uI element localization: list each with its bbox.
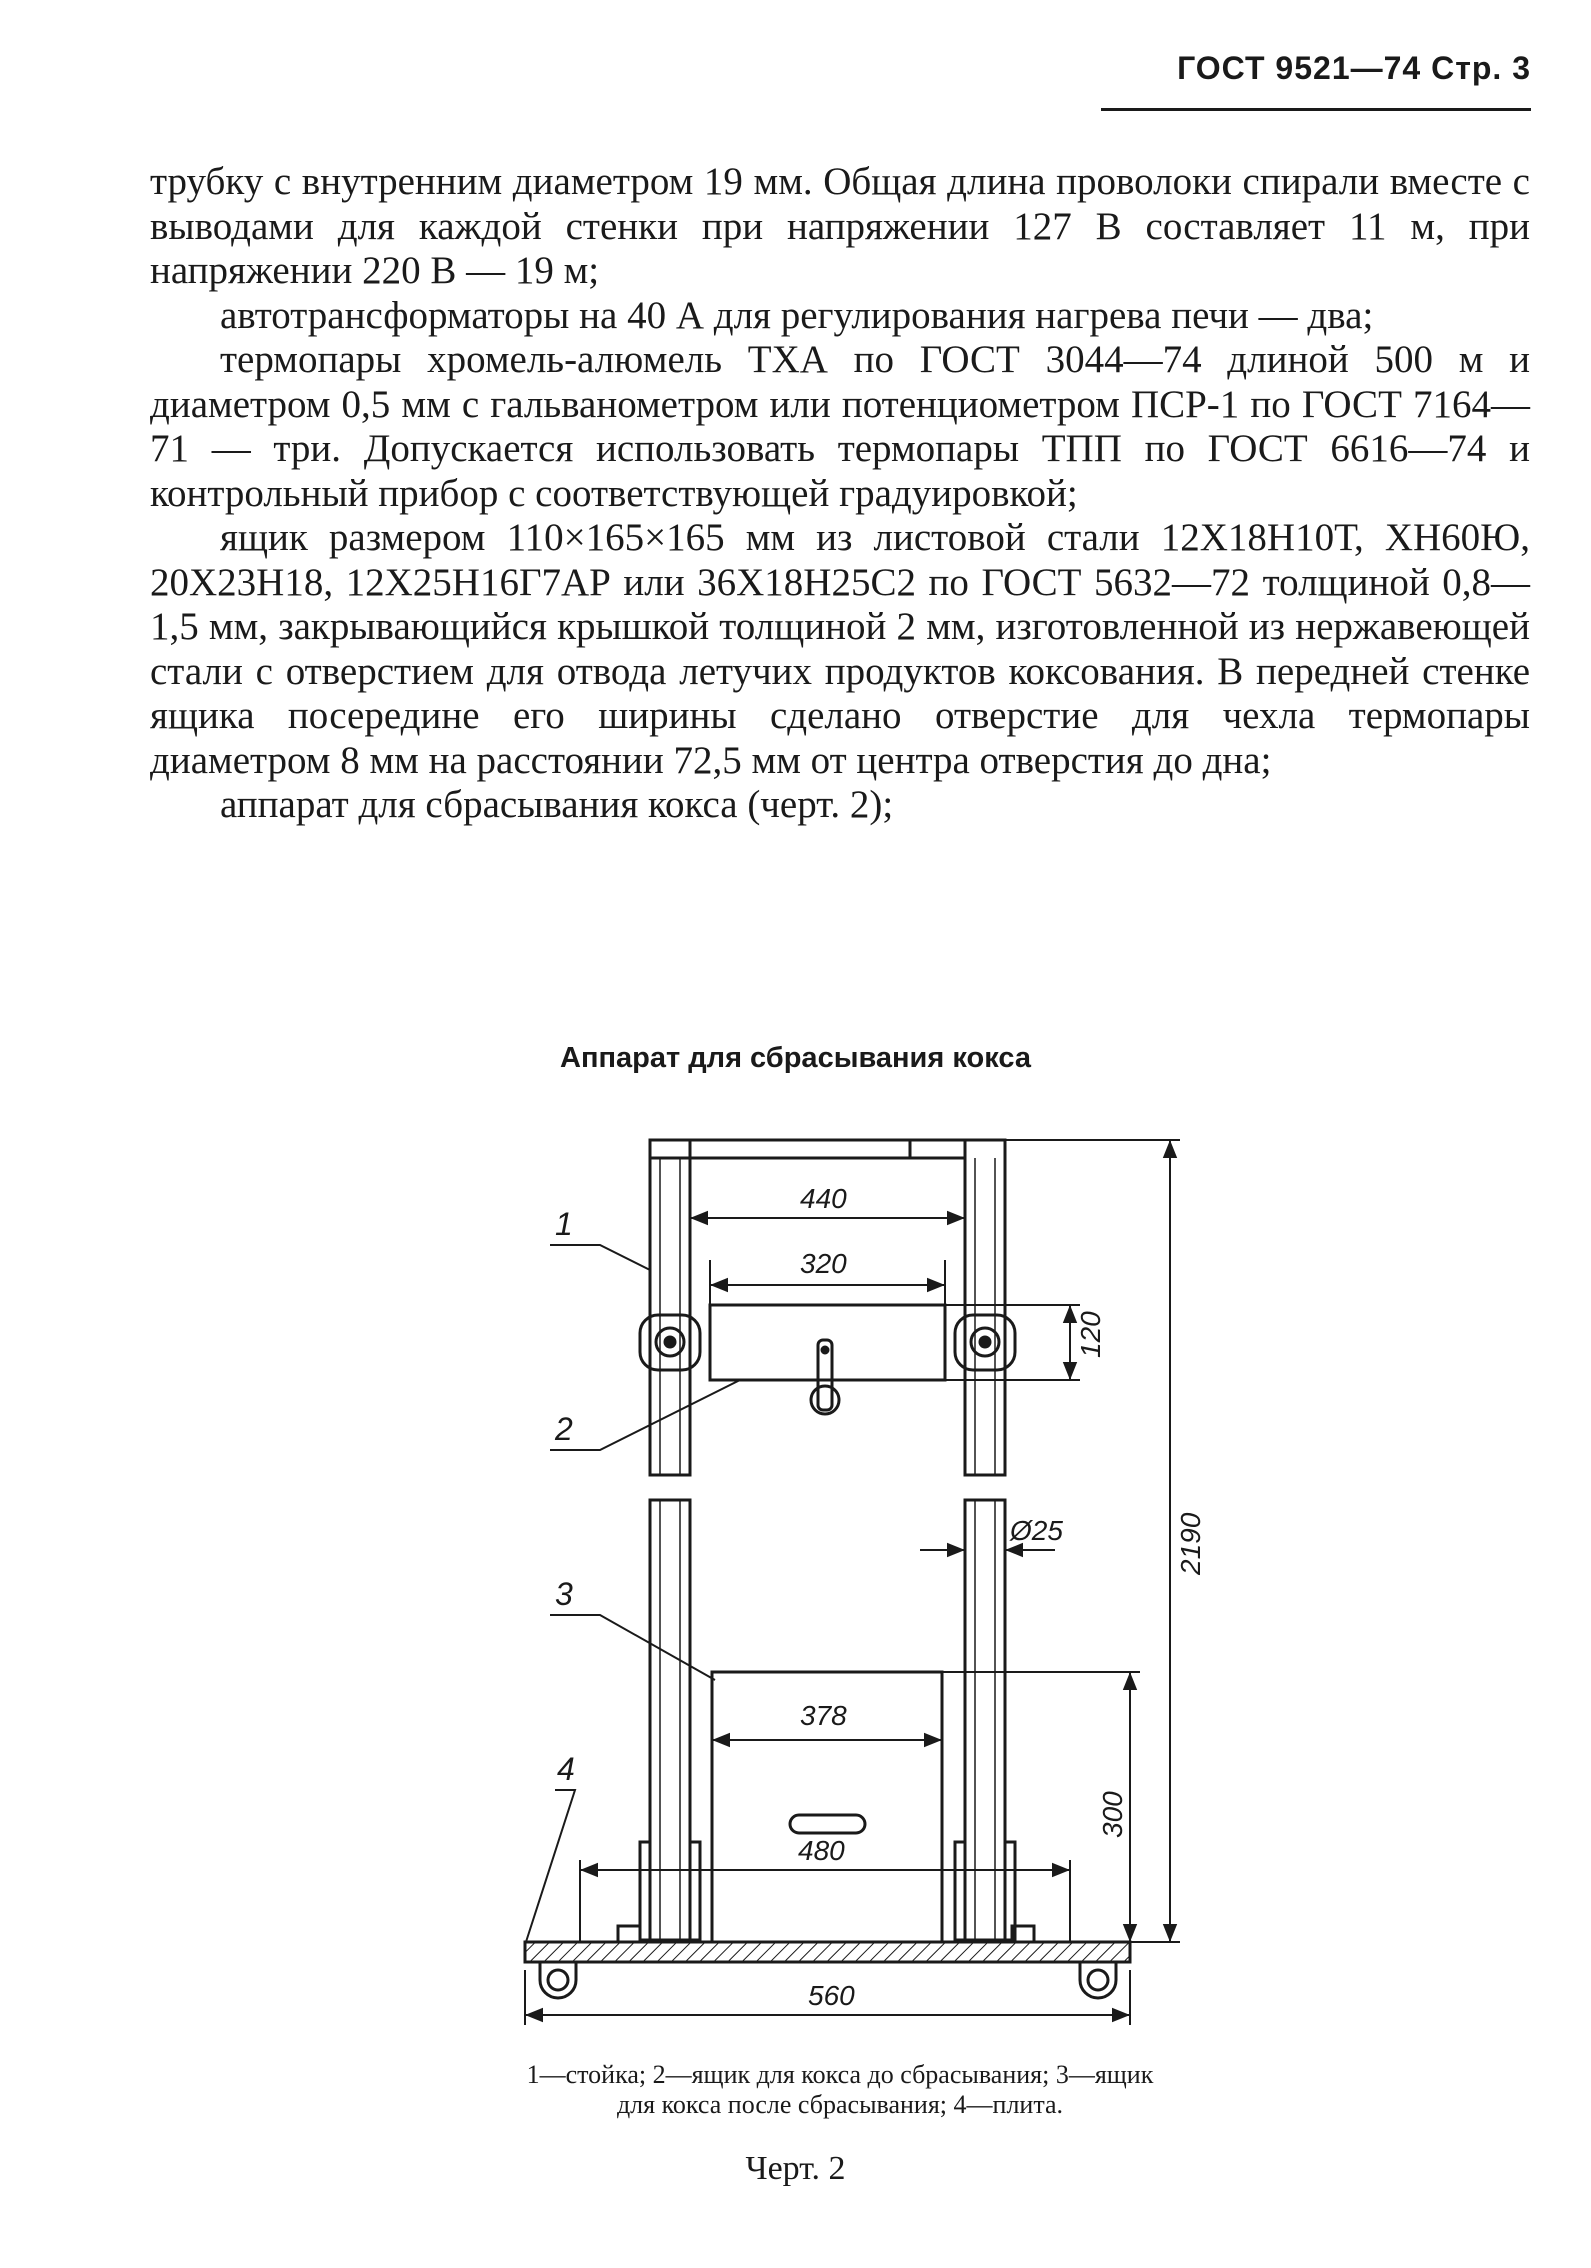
- upper-box: [710, 1305, 945, 1380]
- apparatus-drawing: [500, 1100, 1220, 2050]
- callout-1: 1: [555, 1206, 573, 1242]
- figure-number: Черт. 2: [745, 2150, 846, 2187]
- header-rule: [1101, 108, 1531, 111]
- dim-560: 560: [808, 1980, 855, 2011]
- left-post: [650, 1140, 690, 1475]
- dim-480: 480: [798, 1835, 845, 1866]
- body-text: [150, 160, 1530, 828]
- paragraph: трубку с внутренним диаметром 19 мм. Общая длина проволоки спирали вместе с выводами для каждой стенки при напряжении 127 В составляет 11 м, при напряжении 220 В — 19 м;: [150, 160, 1530, 292]
- dim-120: 120: [1075, 1311, 1106, 1358]
- page-number: Стр. 3: [1431, 50, 1531, 86]
- paragraph: автотрансформаторы на 40 А для регулирования нагрева печи — два;: [220, 293, 1374, 337]
- left-post-lower: [650, 1500, 690, 1940]
- callout-3: 3: [555, 1576, 573, 1612]
- paragraph: ящик размером 110×165×165 мм из листовой стали 12Х18Н10Т, ХН60Ю, 20Х23Н18, 12Х25Н16Г7АР или 36Х18Н25С2 по ГОСТ 5632—72 толщиной 0,8—1,5 мм, закрывающийся крышкой толщиной 2 мм, изготовленной из нержавеющей стали с отверстием для отвода летучих продуктов коксования. В передней стенке ящика посередине его ширины сделано отверстие для чехла термопары диаметром 8 мм на расстоянии 72,5 мм от центра отверстия до дна;: [150, 516, 1530, 782]
- callout-4: 4: [557, 1751, 575, 1787]
- dim-2190: 2190: [1175, 1512, 1206, 1575]
- dim-300: 300: [1097, 1791, 1128, 1838]
- figure-caption: 1—стойка; 2—ящик для кокса до сбрасывания; 3—ящик для кокса после сбрасывания; 4—плита.: [526, 2060, 1154, 2119]
- right-post: [965, 1140, 1005, 1475]
- callout-2: 2: [555, 1411, 573, 1447]
- figure-title: Аппарат для сбрасывания кокса: [560, 1042, 1031, 1074]
- paragraph: термопары хромель-алюмель ТХА по ГОСТ 3044—74 длиной 500 м и диаметром 0,5 мм с гальванометром или потенциометром ПСР-1 по ГОСТ 7164—71 — три. Допускается использовать термопары ТПП по ГОСТ 6616—74 и контрольный прибор с соответствующей градуировкой;: [150, 338, 1530, 515]
- dim-320: 320: [800, 1248, 847, 1279]
- standard-number: ГОСТ 9521—74: [1177, 50, 1422, 86]
- right-post-lower: [965, 1500, 1005, 1940]
- page-header: [1071, 50, 1531, 87]
- base-plate: [525, 1942, 1130, 1962]
- dim-25: Ø25: [1010, 1515, 1063, 1546]
- dim-440: 440: [800, 1183, 847, 1214]
- dim-378: 378: [800, 1700, 847, 1731]
- paragraph: аппарат для сбрасывания кокса (черт. 2);: [220, 783, 894, 826]
